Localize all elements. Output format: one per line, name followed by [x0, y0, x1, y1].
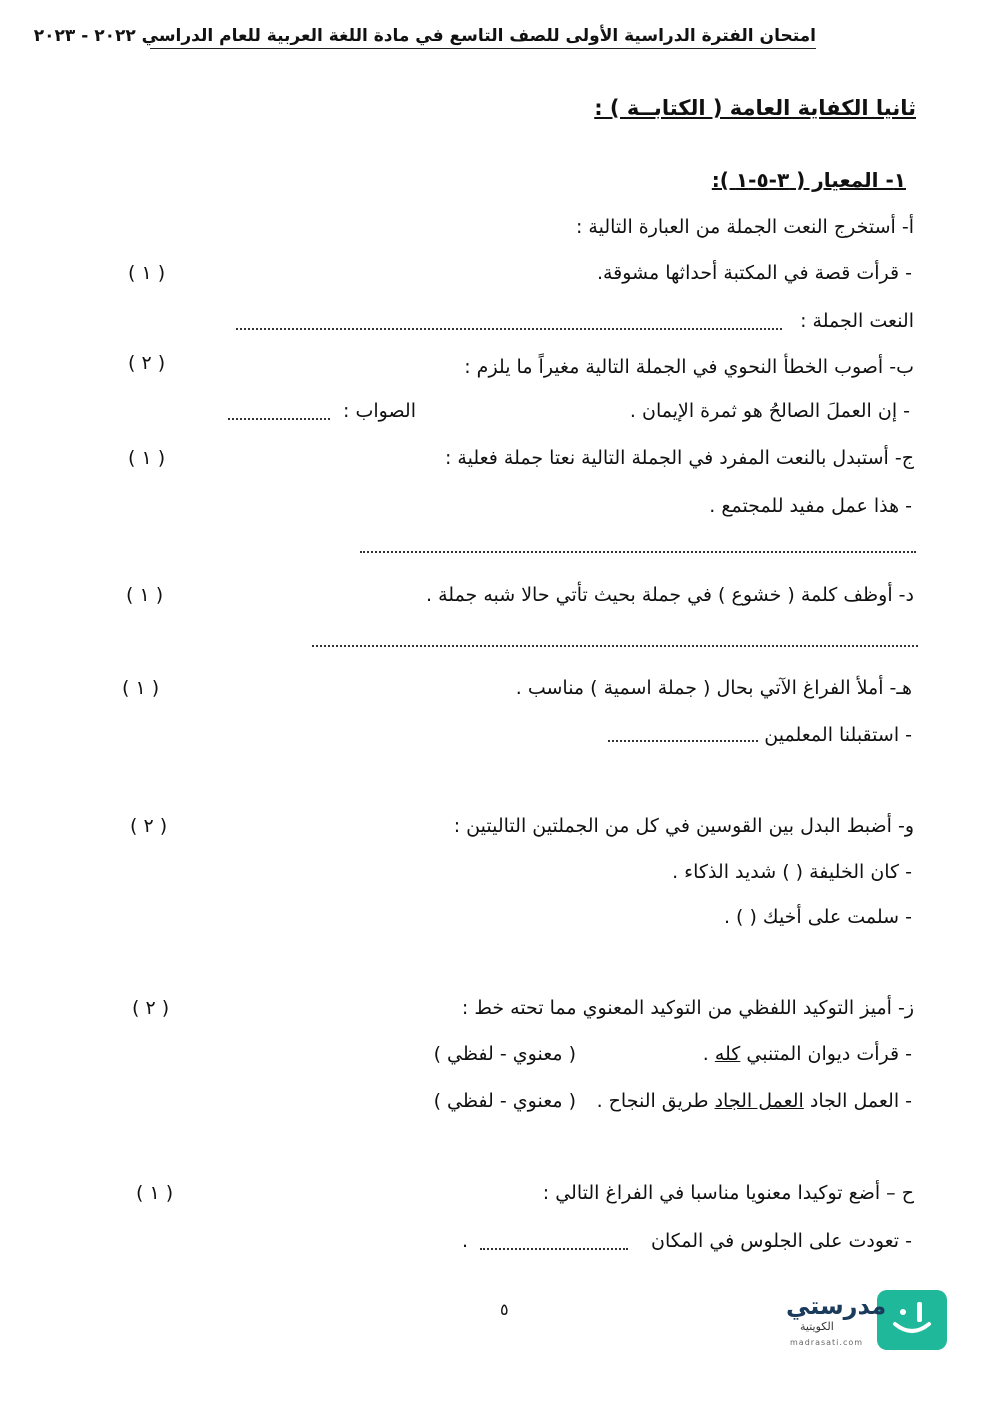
logo-face-icon: [877, 1290, 947, 1350]
question-a-answer-label: النعت الجملة :: [800, 310, 914, 332]
criterion-label: ١- المعيار ( ٣-٥-١ ):: [711, 168, 906, 192]
question-b-answer-line[interactable]: [228, 418, 330, 420]
question-g-choice-2[interactable]: ( معنوي - لفظي ): [433, 1090, 576, 1112]
question-c-answer-line[interactable]: [360, 551, 916, 553]
question-g-prompt: ز- أميز التوكيد اللفظي من التوكيد المعنوي مما تحته خط :: [461, 997, 914, 1019]
question-b-mark: ( ٢ ): [128, 352, 166, 374]
section-title: ثانيا الكفاية العامة ( الكتابــة ) :: [594, 96, 916, 120]
question-h-sentence-after: .: [462, 1230, 469, 1252]
question-b-sentence: - إن العملَ الصالحُ هو ثمرة الإيمان .: [629, 400, 910, 422]
page-number: ٥: [500, 1300, 509, 1319]
question-d-answer-line[interactable]: [312, 645, 918, 647]
question-d-prompt: د- أوظف كلمة ( خشوع ) في جملة بحيث تأتي حالا شبه جملة .: [426, 584, 914, 606]
question-a-mark: ( ١ ): [128, 262, 166, 284]
logo-url: madrasati.com: [790, 1338, 864, 1347]
question-g-s2-after: طريق النجاح .: [596, 1090, 715, 1112]
question-a-answer-line[interactable]: [236, 328, 782, 330]
question-e-sentence: - استقبلنا المعلمين: [764, 724, 912, 746]
question-e-prompt: هـ- أملأ الفراغ الآتي بحال ( جملة اسمية ) مناسب .: [515, 677, 912, 699]
question-g-s1-underlined: كله: [714, 1043, 741, 1065]
logo-name: مدرستي: [786, 1292, 887, 1320]
question-h-sentence-before: - تعودت على الجلوس في المكان: [651, 1230, 912, 1252]
question-g-s2-underlined: العمل الجاد: [714, 1090, 804, 1112]
question-f-mark: ( ٢ ): [130, 815, 168, 837]
question-g-mark: ( ٢ ): [132, 997, 170, 1019]
question-g-choice-1[interactable]: ( معنوي - لفظي ): [433, 1043, 576, 1065]
question-g-s1-before: - قرأت ديوان المتنبي: [740, 1043, 912, 1065]
logo-icon: [877, 1290, 947, 1350]
question-f-prompt: و- أضبط البدل بين القوسين في كل من الجملتين التاليتين :: [453, 815, 914, 837]
question-b-answer-label: الصواب :: [343, 400, 416, 422]
question-h-prompt: ح – أضع توكيدا معنويا مناسبا في الفراغ التالي :: [542, 1182, 914, 1204]
question-f-sentence-1: - كان الخليفة ( ) شديد الذكاء .: [672, 861, 912, 883]
question-h-answer-line[interactable]: [480, 1248, 628, 1250]
question-g-s1-after: .: [702, 1043, 715, 1065]
question-h-mark: ( ١ ): [136, 1182, 174, 1204]
question-e-mark: ( ١ ): [122, 677, 160, 699]
question-c-mark: ( ١ ): [128, 447, 166, 469]
question-b-prompt: ب- أصوب الخطأ النحوي في الجملة التالية مغيراً ما يلزم :: [464, 356, 914, 378]
question-h-sentence: [651, 1230, 912, 1252]
question-c-sentence: - هذا عمل مفيد للمجتمع .: [709, 495, 912, 517]
question-c-prompt: ج- أستبدل بالنعت المفرد في الجملة التالية نعتا جملة فعلية :: [444, 447, 914, 469]
question-g-sentence-1: [703, 1043, 912, 1065]
exam-header: امتحان الفترة الدراسية الأولى للصف التاسع في مادة اللغة العربية للعام الدراسي ٢٠٢٢ - ٢٠٢٣: [150, 26, 816, 49]
question-f-sentence-2: - سلمت على أخيك ( ) .: [723, 906, 912, 928]
question-d-mark: ( ١ ): [126, 584, 164, 606]
question-a-prompt: أ- أستخرج النعت الجملة من العبارة التالية :: [575, 216, 914, 238]
question-g-s2-before: - العمل الجاد: [803, 1090, 912, 1112]
question-e-answer-line[interactable]: [608, 740, 758, 742]
logo-sub: الكويتية: [800, 1320, 834, 1333]
question-a-sentence: - قرأت قصة في المكتبة أحداثها مشوقة.: [596, 262, 912, 284]
question-g-sentence-2: [597, 1090, 912, 1112]
